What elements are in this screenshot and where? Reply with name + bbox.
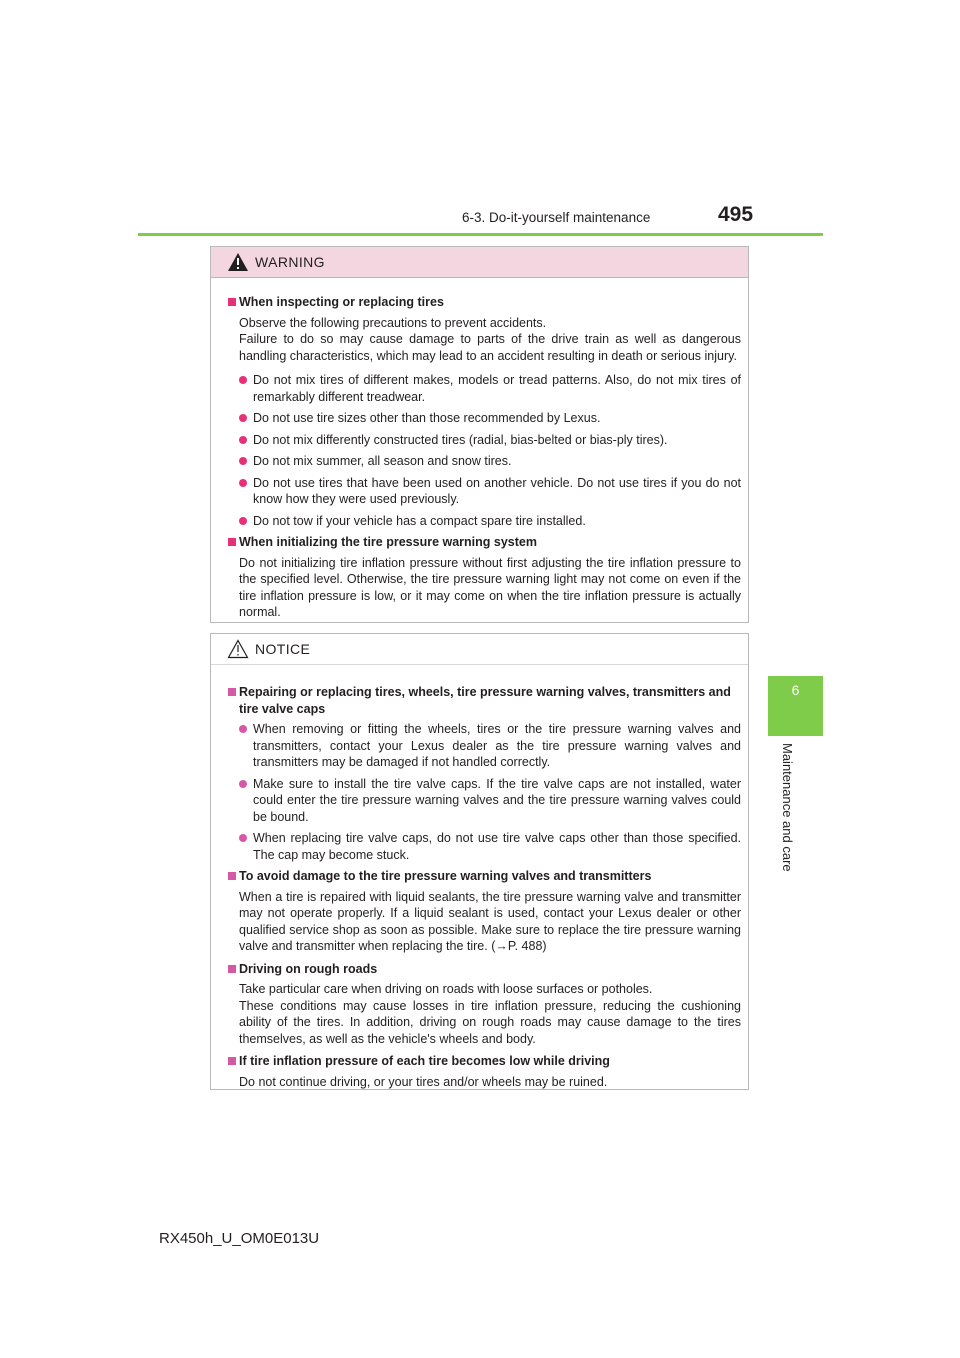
paragraph: Do not initializing tire inflation pressure without first adjusting the tire inflation pressure to the specified level. Otherwise, the tire pressure warning light may not come on even if the tire inflation pressure is low, or it may come on when the tire inflation pressure is actually normal. [239, 555, 741, 619]
square-bullet-icon [228, 688, 236, 696]
paragraph: These conditions may cause losses in tire inflation pressure, reducing the cushioning ability of the tires. In addition, driving on rough roads may cause damage to the tires themselves, as well as the vehicle's wheels and body. [239, 998, 741, 1046]
warning-box [210, 246, 749, 623]
section-heading: To avoid damage to the tire pressure warning valves and transmitters [228, 868, 741, 885]
dot-bullet-icon [239, 479, 247, 487]
square-bullet-icon [228, 538, 236, 546]
dot-bullet-icon [239, 780, 247, 788]
paragraph: When a tire is repaired with liquid sealants, the tire pressure warning valve and transmitter may not operate properly. If a liquid sealant is used, contact your Lexus dealer or other qualified service shop as soon as possible. Make sure to replace the tire pressure warning valve and transmitter when replacing the tire. (→P. 488) [239, 889, 741, 953]
list-item: Do not use tires that have been used on another vehicle. Do not use tires if you do not know how they were used previously. [228, 475, 741, 508]
document-code: RX450h_U_OM0E013U [159, 1230, 320, 1247]
section-heading: When inspecting or replacing tires [228, 294, 741, 311]
list-item: Do not use tire sizes other than those recommended by Lexus. [228, 410, 741, 427]
dot-bullet-icon [239, 517, 247, 525]
paragraph: Do not continue driving, or your tires and/or wheels may be ruined. [239, 1074, 608, 1089]
list-item: When replacing tire valve caps, do not use tire valve caps other than those specified. The cap may become stuck. [228, 830, 741, 863]
header-rule [138, 233, 823, 236]
square-bullet-icon [228, 872, 236, 880]
chapter-tab [768, 676, 823, 736]
paragraph: Failure to do so may cause damage to parts of the drive train as well as dangerous handling characteristics, which may lead to an accident resulting in death or serious injury. [239, 332, 741, 363]
page-number: 495 [718, 203, 754, 226]
square-bullet-icon [228, 298, 236, 306]
dot-bullet-icon [239, 436, 247, 444]
warning-header [211, 247, 748, 278]
dot-bullet-icon [239, 457, 247, 465]
dot-bullet-icon [239, 725, 247, 733]
list-item: Do not tow if your vehicle has a compact spare tire installed. [228, 513, 741, 530]
dot-bullet-icon [239, 414, 247, 422]
paragraph: Observe the following precautions to prevent accidents. [239, 315, 547, 330]
square-bullet-icon [228, 1057, 236, 1065]
warning-triangle-icon [227, 252, 249, 272]
notice-title: NOTICE [255, 641, 311, 657]
section-heading: If tire inflation pressure of each tire becomes low while driving [228, 1053, 741, 1070]
notice-header [211, 634, 748, 665]
list-item: When removing or fitting the wheels, tires or the tire pressure warning valves and transmitters, contact your Lexus dealer as the tire pressure warning valves and transmitters may be damaged if not handled correctly. [228, 721, 741, 771]
section-heading: Repairing or replacing tires, wheels, tire pressure warning valves, transmitters and tire valve caps [228, 684, 741, 717]
section-heading: When initializing the tire pressure warning system [228, 534, 741, 551]
dot-bullet-icon [239, 376, 247, 384]
list-item: Make sure to install the tire valve caps. If the tire valve caps are not installed, water could enter the tire pressure warning valves and the tire pressure warning valves could be bound. [228, 776, 741, 826]
warning-title: WARNING [255, 254, 325, 270]
page-header [0, 0, 960, 240]
list-item: Do not mix tires of different makes, models or tread patterns. Also, do not mix tires of remarkably different treadwear. [228, 372, 741, 405]
section-title: 6-3. Do-it-yourself maintenance [462, 210, 651, 225]
square-bullet-icon [228, 965, 236, 973]
notice-box [210, 633, 749, 1090]
section-heading: Driving on rough roads [228, 961, 741, 978]
paragraph: Take particular care when driving on roads with loose surfaces or potholes. [239, 982, 653, 996]
dot-bullet-icon [239, 834, 247, 842]
notice-triangle-icon [227, 639, 249, 659]
chapter-number: 6 [791, 682, 800, 698]
list-item: Do not mix summer, all season and snow tires. [228, 453, 741, 470]
list-item: Do not mix differently constructed tires (radial, bias-belted or bias-ply tires). [228, 432, 741, 449]
chapter-label: Maintenance and care [780, 743, 795, 872]
